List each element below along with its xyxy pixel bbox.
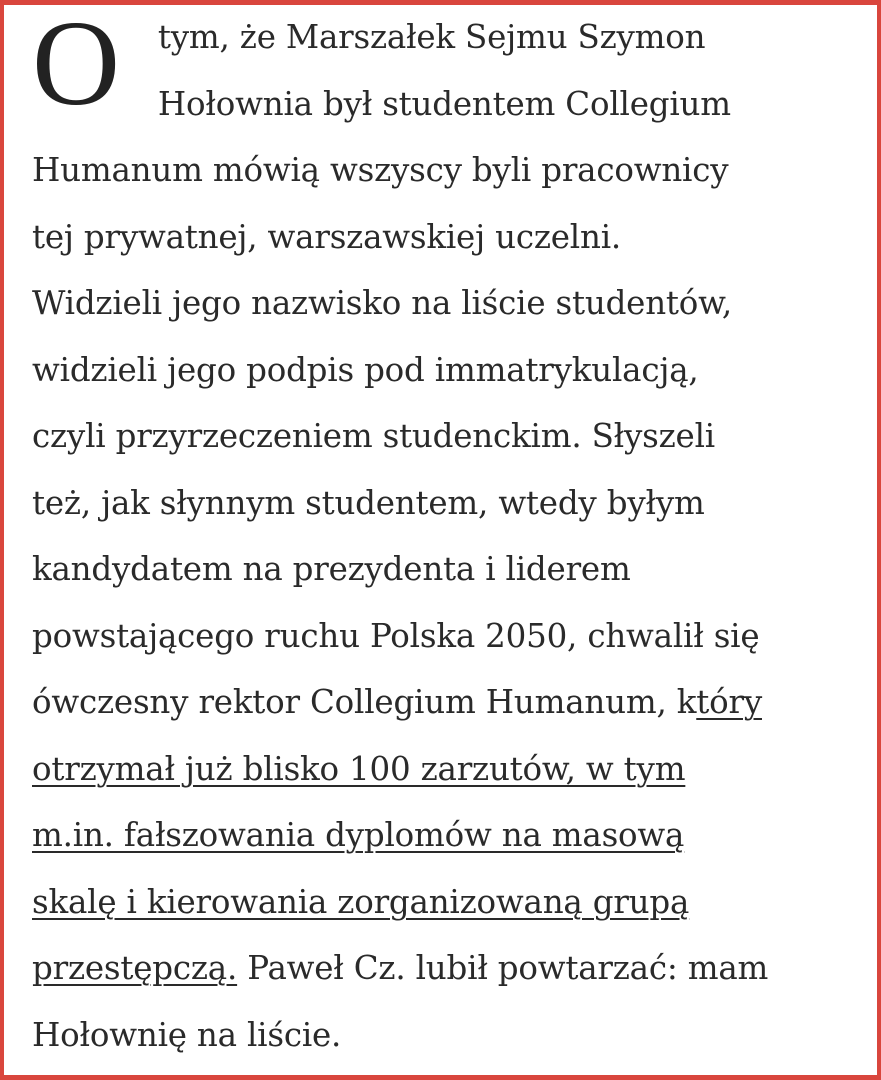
text-line: czyli przyrzeczeniem studenckim. Słyszeli: [32, 417, 715, 455]
text-line: [32, 669, 862, 736]
text-line: tym, że Marszałek Sejmu Szymon: [157, 18, 706, 56]
text-line: [32, 935, 862, 1002]
text-line: Hołownia był studentem Collegium: [157, 84, 731, 123]
text-line: tej prywatnej, warszawskiej uczelni.: [32, 217, 622, 256]
text-line: [32, 802, 862, 869]
article-link[interactable]: m.in. fałszowania dyplomów na masową: [32, 816, 685, 854]
text-line: [32, 736, 862, 803]
article-link[interactable]: otrzymał już blisko 100 zarzutów, w tym: [32, 749, 686, 788]
article-link[interactable]: skalę i kierowania zorganizowaną grupą: [32, 882, 690, 921]
text-line: powstającego ruchu Polska 2050, chwalił się: [32, 616, 760, 655]
text-line: Humanum mówią wszyscy byli pracownicy: [32, 151, 729, 189]
text-line: też, jak słynnym studentem, wtedy byłym: [32, 483, 705, 522]
text-line: Hołownię na liście.: [32, 1015, 342, 1054]
text-line: [32, 869, 862, 936]
article-body: [32, 0, 862, 1068]
article-link[interactable]: tóry: [696, 683, 762, 721]
text-line: widzieli jego podpis pod immatrykulacją,: [32, 350, 699, 389]
text-fragment: Paweł Cz. lubił powtarzać: mam: [237, 949, 769, 987]
drop-cap: O: [32, 0, 120, 131]
text-line: Widzieli jego nazwisko na liście studentów,: [32, 284, 733, 322]
text-fragment: ówczesny rektor Collegium Humanum, k: [32, 683, 697, 721]
article-link[interactable]: przestępczą.: [32, 949, 238, 987]
text-line: kandydatem na prezydenta i liderem: [32, 550, 631, 588]
